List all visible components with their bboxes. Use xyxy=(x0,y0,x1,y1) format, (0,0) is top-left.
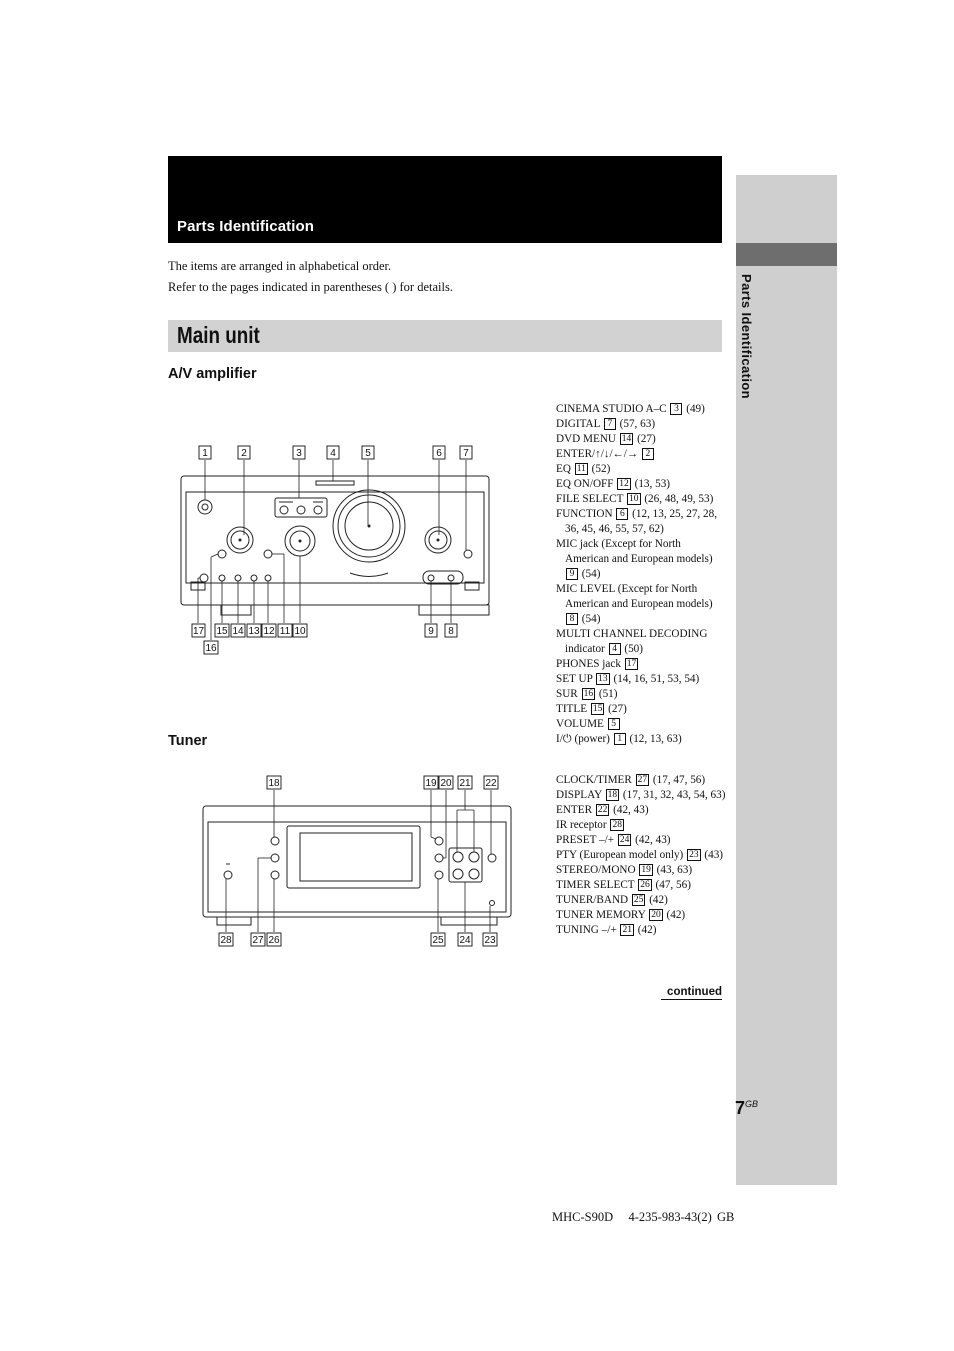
intro-line-2: Refer to the pages indicated in parentheses ( ) for details. xyxy=(168,280,453,294)
list-item: TUNER/BAND 25 (42) xyxy=(556,894,668,906)
list-item: DVD MENU 14 (27) xyxy=(556,433,656,445)
callout-label: 4 xyxy=(330,448,336,459)
callout-label: 25 xyxy=(432,935,444,946)
callout-label: 14 xyxy=(232,626,244,637)
list-item: I/⏻ (power) 1 (12, 13, 63) xyxy=(556,733,682,745)
amplifier-parts-list xyxy=(556,402,726,747)
footer xyxy=(552,1210,734,1225)
amplifier-diagram xyxy=(160,440,510,660)
list-item: MIC LEVEL (Except for North American and European models) 8 (54) xyxy=(556,583,713,625)
list-item: ENTER 22 (42, 43) xyxy=(556,804,649,816)
continued-label: continued xyxy=(661,986,722,1000)
callout-label: 21 xyxy=(459,778,471,789)
page-number-value: 7 xyxy=(735,1098,746,1118)
list-item: IR receptor 28 xyxy=(556,819,622,831)
list-item: MULTI CHANNEL DECODING indicator 4 (50) xyxy=(556,628,708,655)
callout-label: 23 xyxy=(484,935,496,946)
list-item: ENTER/↑/↓/←/→ 2 xyxy=(556,447,726,462)
list-item: TIMER SELECT 26 (47, 56) xyxy=(556,879,691,891)
callout-label: 5 xyxy=(365,448,371,459)
callout-label: 18 xyxy=(268,778,280,789)
callout-label: 3 xyxy=(296,448,302,459)
sidebar-label: Parts Identification xyxy=(739,274,754,400)
callout-label: 1 xyxy=(202,448,208,459)
page-number-suffix: GB xyxy=(745,1099,759,1109)
callout-label: 13 xyxy=(248,626,260,637)
list-item: DISPLAY 18 (17, 31, 32, 43, 54, 63) xyxy=(556,789,726,801)
list-item: PRESET –/+ 24 (42, 43) xyxy=(556,834,671,846)
section-title: Main unit xyxy=(177,322,260,348)
footer-model: MHC-S90D xyxy=(552,1210,614,1224)
callout-label: 19 xyxy=(425,778,437,789)
sidebar-marker xyxy=(736,243,837,266)
list-item: TITLE 15 (27) xyxy=(556,703,627,715)
tuner-parts-list xyxy=(556,773,726,938)
page-number xyxy=(735,1098,758,1119)
footer-code: 4-235-983-43(2) GB xyxy=(628,1210,735,1224)
list-item: DIGITAL 7 (57, 63) xyxy=(556,418,656,430)
callout-label: 22 xyxy=(485,778,497,789)
list-item: SET UP 13 (14, 16, 51, 53, 54) xyxy=(556,673,700,685)
list-item: SUR 16 (51) xyxy=(556,688,618,700)
callout-label: 6 xyxy=(436,448,442,459)
callout-label: 12 xyxy=(263,626,275,637)
list-item: PTY (European model only) 23 (43) xyxy=(556,849,724,861)
callout-label: 15 xyxy=(216,626,228,637)
tuner-heading: Tuner xyxy=(168,733,208,749)
callout-label: 11 xyxy=(279,626,291,637)
callout-label: 28 xyxy=(220,935,232,946)
list-item: TUNING –/+ 21 (42) xyxy=(556,924,657,936)
callout-label: 8 xyxy=(448,626,454,637)
callout-label: 26 xyxy=(268,935,280,946)
amplifier-heading: A/V amplifier xyxy=(168,366,257,382)
list-item: FUNCTION 6 (12, 13, 25, 27, 28, 36, 45, 46, 55, 57, 62) xyxy=(556,508,717,535)
list-item: TUNER MEMORY 20 (42) xyxy=(556,909,686,921)
intro-line-1: The items are arranged in alphabetical order. xyxy=(168,259,392,273)
list-item: CINEMA STUDIO A–C 3 (49) xyxy=(556,403,705,415)
tuner-diagram xyxy=(195,770,525,955)
list-item: FILE SELECT 10 (26, 48, 49, 53) xyxy=(556,493,714,505)
list-item: PHONES jack 17 xyxy=(556,658,637,670)
list-item: STEREO/MONO 19 (43, 63) xyxy=(556,864,693,876)
callout-label: 17 xyxy=(192,626,205,637)
callout-label: 2 xyxy=(241,448,247,459)
callout-label: 10 xyxy=(294,626,306,637)
list-item: EQ 11 (52) xyxy=(556,463,611,475)
list-item: CLOCK/TIMER 27 (17, 47, 56) xyxy=(556,774,706,786)
callout-label: 24 xyxy=(459,935,471,946)
callout-label: 7 xyxy=(463,448,469,459)
list-item: VOLUME 5 xyxy=(556,717,726,732)
callout-label: 16 xyxy=(205,643,217,654)
callout-label: 20 xyxy=(440,778,452,789)
callout-label: 27 xyxy=(252,935,264,946)
list-item: EQ ON/OFF 12 (13, 53) xyxy=(556,478,671,490)
list-item: MIC jack (Except for North American and European models) 9 (54) xyxy=(556,538,713,580)
callout-label: 9 xyxy=(428,626,434,637)
page-title: Parts Identification xyxy=(177,218,315,235)
